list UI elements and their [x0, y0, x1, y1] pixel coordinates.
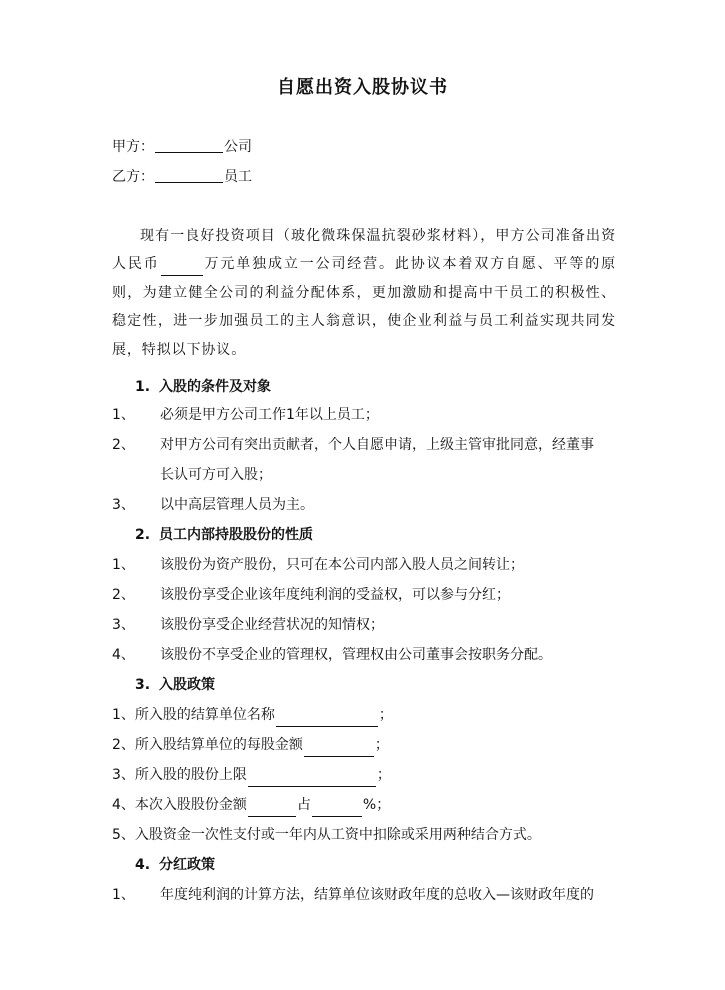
item-number: 1、: [112, 407, 135, 423]
item-text: 2、所入股结算单位的每股金额: [112, 737, 303, 753]
share-amount-blank[interactable]: [248, 815, 296, 817]
item-text: 3、所入股的股份上限: [112, 767, 247, 783]
item-text: 5、入股资金一次性支付或一年内从工资中扣除或采用两种结合方式。: [112, 827, 541, 843]
section-1-title: 入股的条件及对象: [159, 379, 271, 395]
section-4-heading: [135, 854, 215, 874]
party-b-line: [112, 166, 252, 186]
section-1-item-2: [112, 430, 616, 460]
item-text: 该股份不享受企业的管理权，管理权由公司董事会按职务分配。: [160, 647, 552, 663]
section-4-item-1: [112, 880, 616, 910]
section-1-heading: [135, 376, 271, 396]
intro-part2: 万元单独成立一公司经营。此协议本着双方自愿、平等的原则，为建立健全公司的利益分配体系，更加激励和提高中干员工的积极性、稳定性，进一步加强员工的主人翁意识，使企业利益与员工利益实现共同发展，特拟以下协议。: [112, 256, 616, 358]
item-text: 必须是甲方公司工作1年以上员工；: [160, 407, 379, 423]
section-3-item-2: [112, 730, 616, 760]
section-2-item-3: [112, 610, 616, 640]
item-text: 4、本次入股股份金额: [112, 797, 247, 813]
item-text-continued: 长认可方可入股；: [160, 467, 272, 483]
section-1-item-3: [112, 490, 616, 520]
section-3-title: 入股政策: [159, 677, 215, 693]
party-a-suffix: 公司: [224, 139, 252, 155]
party-a-line: [112, 136, 252, 156]
section-1-item-1: [112, 400, 616, 430]
party-b-suffix: 员工: [224, 169, 252, 185]
section-2-heading: [135, 524, 313, 544]
section-3-item-4: [112, 790, 616, 820]
item-number: 3、: [112, 497, 135, 513]
item-number: 2、: [112, 587, 135, 603]
section-3-item-3: [112, 760, 616, 790]
party-a-blank[interactable]: [155, 151, 223, 153]
item-text: 对甲方公司有突出贡献者，个人自愿申请，上级主管审批同意，经董事: [160, 437, 594, 453]
item-number: 3、: [112, 617, 135, 633]
item-suffix: ；: [378, 707, 393, 723]
item-text: 该股份享受企业经营状况的知情权；: [160, 617, 384, 633]
item-text: 1、所入股的结算单位名称: [112, 707, 275, 723]
section-2-number: 2.: [135, 527, 151, 543]
item-number: 1、: [112, 887, 135, 903]
section-1-number: 1.: [135, 379, 151, 395]
item-mid: 占: [296, 797, 311, 813]
party-b-label: 乙方：: [112, 169, 154, 185]
item-number: 4、: [112, 647, 135, 663]
section-4-title: 分红政策: [159, 857, 215, 873]
item-suffix: ；: [376, 767, 391, 783]
item-text: 该股份为资产股份，只可在本公司内部入股人员之间转让；: [160, 557, 524, 573]
intro-part1: 现有一良好投资项目（玻化微珠保温抗裂砂浆材料），甲方公司准备出资人民币: [112, 228, 616, 273]
intro-paragraph: [112, 222, 616, 364]
item-suffix: %；: [362, 797, 391, 813]
section-1-item-2-cont: [160, 460, 664, 490]
section-2-title: 员工内部持股股份的性质: [159, 527, 313, 543]
party-b-blank[interactable]: [155, 181, 223, 183]
share-percent-blank[interactable]: [312, 815, 362, 817]
section-3-item-5: [112, 820, 616, 850]
item-text: 年度纯利润的计算方法，结算单位该财政年度的总收入—该财政年度的: [160, 887, 594, 903]
amount-blank[interactable]: [161, 274, 203, 276]
share-price-blank[interactable]: [304, 755, 374, 757]
section-4-number: 4.: [135, 857, 151, 873]
share-cap-blank[interactable]: [248, 785, 376, 787]
item-number: 1、: [112, 557, 135, 573]
section-2-item-2: [112, 580, 616, 610]
document-title: 自愿出资入股协议书: [277, 77, 448, 98]
item-number: 2、: [112, 437, 135, 453]
section-3-item-1: [112, 700, 616, 730]
party-a-label: 甲方：: [112, 139, 154, 155]
section-3-number: 3.: [135, 677, 151, 693]
section-2-item-4: [112, 640, 616, 670]
section-2-item-1: [112, 550, 616, 580]
section-3-heading: [135, 674, 215, 694]
settlement-unit-blank[interactable]: [276, 725, 378, 727]
item-suffix: ；: [374, 737, 389, 753]
item-text: 该股份享受企业该年度纯利润的受益权，可以参与分红；: [160, 587, 510, 603]
item-text: 以中高层管理人员为主。: [160, 497, 314, 513]
